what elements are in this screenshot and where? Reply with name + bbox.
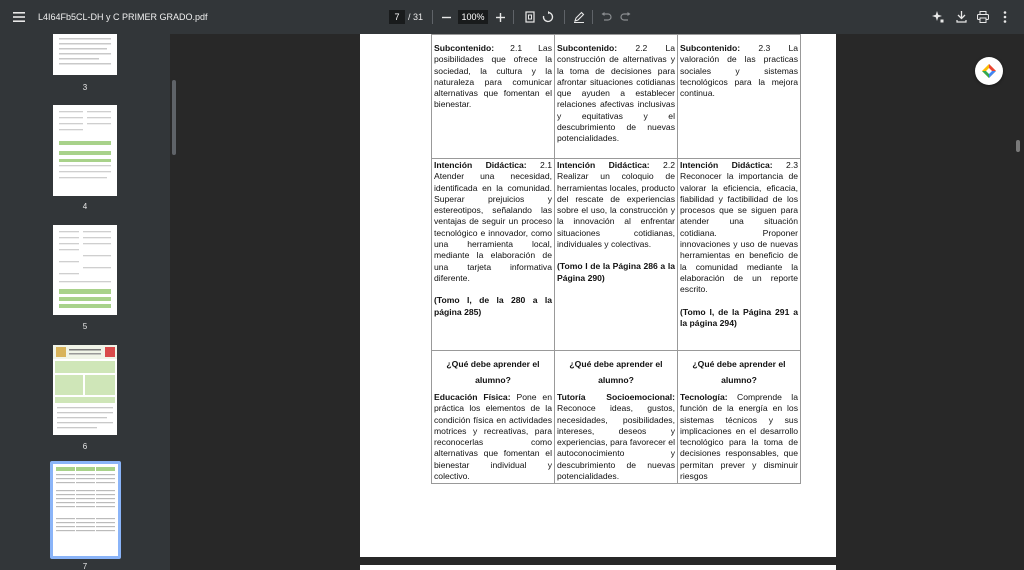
intencion-text: 2.1 Atender una necesidad, identificada en la comunidad. Superar prejuicios y estereotipos, señalando las ventajas de seguir un proceso tecnológico e innovador, como una herramienta local, mediante la elaboración de una tarjeta informativa diferente.	[434, 160, 552, 283]
thumbnail-page-3[interactable]	[53, 34, 117, 75]
rotate-icon[interactable]	[540, 0, 556, 34]
table-cell	[432, 351, 555, 484]
subject-label: Educación Física:	[434, 392, 511, 402]
zoom-input[interactable]: 100%	[458, 10, 488, 24]
download-icon[interactable]	[953, 0, 969, 34]
redo-icon[interactable]	[617, 0, 633, 34]
toolbar-divider	[592, 10, 593, 24]
zoom-in-icon[interactable]	[493, 0, 507, 34]
intencion-text: 2.3 Reconocer la importancia de valorar la eficiencia, eficacia, fiabilidad y factibilidad de los procesos que se siguen para atender una situación cotidiana. Proponer innovaciones y uso de nuevas herramientas en beneficio de la comunidad mediante la elaboración de un reporte escrito.	[680, 160, 798, 295]
table-cell	[555, 351, 678, 484]
page-number-input[interactable]: 7	[389, 10, 405, 24]
intencion-label: Intención Didáctica:	[680, 160, 773, 170]
assistant-button[interactable]	[975, 57, 1003, 85]
subcontenido-text: 2.1 Las posibilidades que ofrece la sociedad, la cultura y la naturaleza para comunicar alternativas que fomentan el bienestar.	[434, 43, 552, 110]
document-scrollbar[interactable]	[1016, 140, 1020, 152]
table-cell	[678, 35, 801, 159]
pdf-page	[360, 34, 836, 557]
zoom-out-icon[interactable]	[439, 0, 453, 34]
subcontenido-text: 2.2 La construcción de alternativas y la toma de decisiones para afrontar situaciones cotidianas que ayuden a establecer relaciones afectivas inclusivas y equitativas y el descubrimiento de nuevas potencialidades.	[557, 43, 675, 144]
table-cell	[432, 35, 555, 159]
thumbnail-number: 3	[82, 83, 88, 92]
thumbnail-page-5[interactable]	[53, 225, 117, 315]
thumbnail-number: 5	[82, 322, 88, 331]
assistant-logo-icon	[981, 63, 997, 79]
undo-icon[interactable]	[598, 0, 614, 34]
subject-label: Tecnología:	[680, 392, 728, 402]
table-row	[432, 351, 801, 484]
print-icon[interactable]	[975, 0, 991, 34]
pdf-next-page	[360, 565, 836, 570]
toolbar-divider	[564, 10, 565, 24]
intencion-label: Intención Didáctica:	[434, 160, 527, 170]
thumbnail-number: 6	[82, 442, 88, 451]
document-title: L4I64Fb5CL-DH y C PRIMER GRADO.pdf	[38, 12, 208, 22]
content-table	[431, 34, 801, 484]
thumbnail-number: 7	[82, 562, 88, 570]
subcontenido-text: 2.3 La valoración de las practicas sociales y sistemas tecnológicos para la mejora continua.	[680, 43, 798, 99]
thumbnail-sidebar	[0, 34, 170, 570]
thumbnail-number: 4	[82, 202, 88, 211]
sidebar-scrollbar[interactable]	[172, 80, 176, 155]
tomo-reference: (Tomo I de la Página 286 a la Página 290)	[557, 261, 675, 283]
table-row	[432, 159, 801, 351]
toolbar-divider	[513, 10, 514, 24]
subcontenido-label: Subcontenido:	[557, 43, 618, 53]
ai-sparkle-icon[interactable]	[930, 0, 946, 34]
question-heading: ¿Qué debe aprender el alumno?	[692, 359, 786, 385]
subject-text: Pone en práctica los elementos de la condición física en actividades motrices y recreativas, para reconocerlas como alternativas que fomentan el bienestar individual y colectivo.	[434, 392, 552, 482]
thumbnail-page-4[interactable]	[53, 105, 117, 196]
intencion-label: Intención Didáctica:	[557, 160, 650, 170]
intencion-text: 2.2 Realizar un coloquio de herramientas locales, producto del rescate de experiencias sobre el uso, la construcción y la innovación al enfrentar situaciones cotidianas, individuales y colectivas.	[557, 160, 675, 250]
annotate-icon[interactable]	[571, 0, 587, 34]
table-cell	[555, 159, 678, 351]
fit-page-icon[interactable]	[522, 0, 538, 34]
table-cell	[678, 159, 801, 351]
page-total: / 31	[408, 12, 424, 22]
table-row	[432, 35, 801, 159]
subject-label: Tutoría Socioemocional:	[557, 392, 675, 402]
table-cell	[555, 35, 678, 159]
table-cell	[432, 159, 555, 351]
thumbnail-page-6[interactable]	[53, 345, 117, 435]
thumbnail-page-7[interactable]	[53, 464, 118, 556]
subject-text: Comprende la función de la energía en los sistemas técnicos y sus implicaciones en el desarrollo tecnológico para la toma de decisiones responsables, que permitan prever y disminuir riesgos	[680, 392, 798, 482]
table-cell	[678, 351, 801, 484]
subcontenido-label: Subcontenido:	[680, 43, 741, 53]
question-heading: ¿Qué debe aprender el alumno?	[446, 359, 540, 385]
subject-text: Reconoce ideas, gustos, necesidades, posibilidades, intereses, deseos y experiencias, para favorecer el autoconocimiento y descubrimiento de nuevas potencialidades.	[557, 403, 675, 482]
more-options-icon[interactable]	[998, 0, 1012, 34]
document-viewport	[180, 34, 1024, 570]
question-heading: ¿Qué debe aprender el alumno?	[569, 359, 663, 385]
subcontenido-label: Subcontenido:	[434, 43, 495, 53]
toolbar-divider	[432, 10, 433, 24]
pdf-toolbar	[0, 0, 1024, 34]
menu-icon[interactable]	[10, 0, 28, 34]
tomo-reference: (Tomo I, de la 280 a la página 285)	[434, 295, 552, 317]
tomo-reference: (Tomo I, de la Página 291 a la página 294)	[680, 306, 798, 328]
